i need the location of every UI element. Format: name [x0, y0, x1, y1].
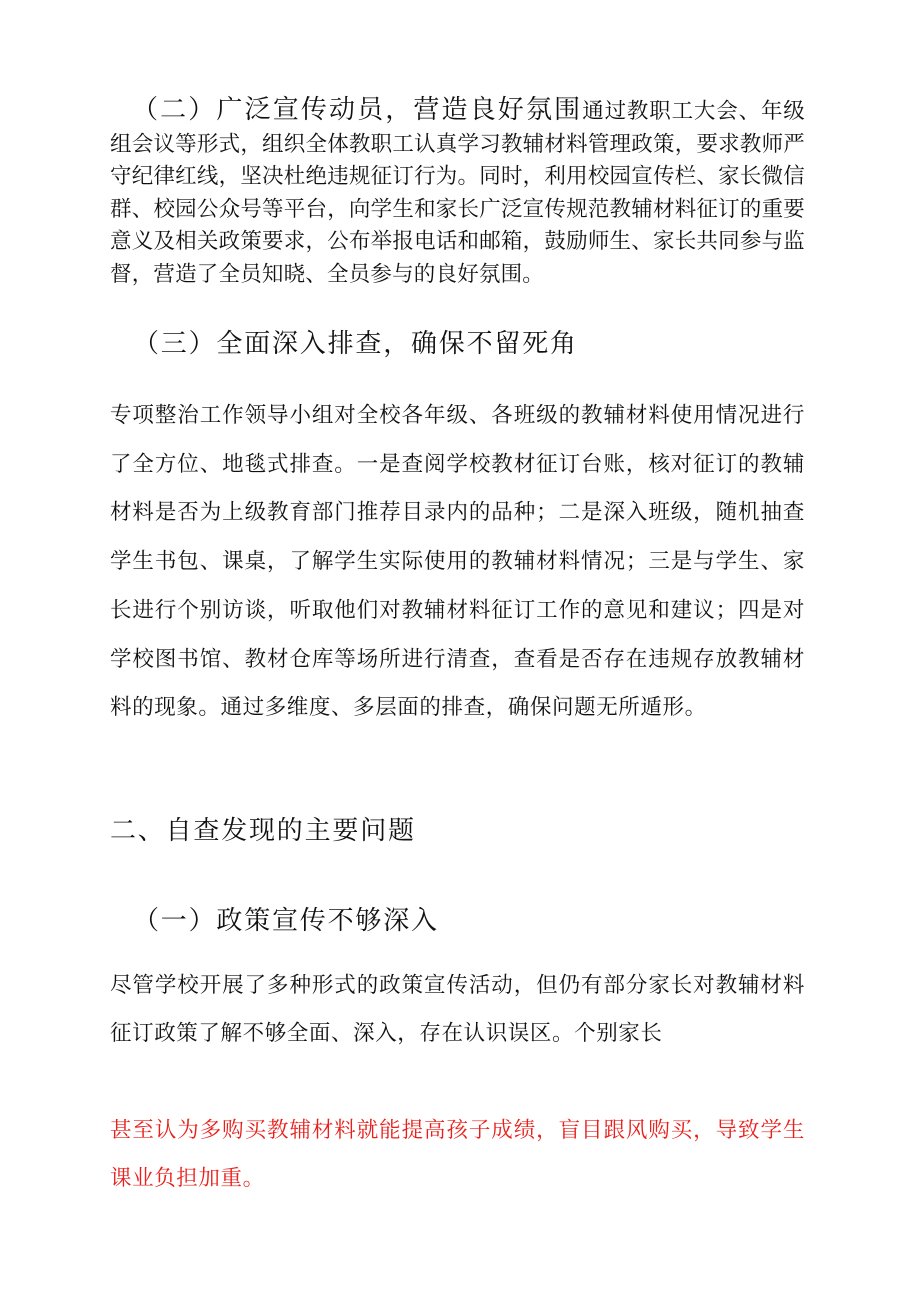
subsection-one-body: 尽管学校开展了多种形式的政策宣传活动，但仍有部分家长对教辅材料征订政策了解不够全面、深入，存在认识误区。个别家长: [110, 973, 805, 1046]
section-two-heading: （二）广泛宣传动员，营造良好氛围: [132, 95, 583, 125]
subsection-one-highlight: 甚至认为多购买教辅材料就能提高孩子成绩，盲目跟风购买，导致学生课业负担加重。: [110, 1118, 805, 1191]
section-three-body: 专项整治工作领导小组对全校各年级、各班级的教辅材料使用情况进行了全方位、地毯式排查。一是查阅学校教材征订台账，核对征订的教辅材料是否为上级教育部门推荐目录内的品种；二是深入班级，随机抽查学生书包、课桌，了解学生实际使用的教辅材料情况；三是与学生、家长进行个别访谈，听取他们对教辅材料征订工作的意见和建议；四是对学校图书馆、教材仓库等场所进行清查，查看是否存在违规存放教辅材料的现象。通过多维度、多层面的排查，确保问题无所遁形。: [110, 403, 805, 721]
subsection-one-heading: （一）政策宣传不够深入: [133, 906, 439, 936]
part-two-heading: 二、自查发现的主要问题: [110, 816, 416, 846]
section-two-paragraph: [110, 94, 805, 292]
section-three-heading: （三）全面深入排查，确保不留死角: [133, 329, 578, 359]
section-two-body: 通过教职工大会、年级组会议等形式，组织全体教职工认真学习教辅材料管理政策，要求教师严守纪律红线，坚决杜绝违规征订行为。同时，利用校园宣传栏、家长微信群、校园公众号等平台，向学生和家长广泛宣传规范教辅材料征订的重要意义及相关政策要求，公布举报电话和邮箱，鼓励师生、家长共同参与监督，营造了全员知晓、全员参与的良好氛围。: [110, 99, 805, 287]
